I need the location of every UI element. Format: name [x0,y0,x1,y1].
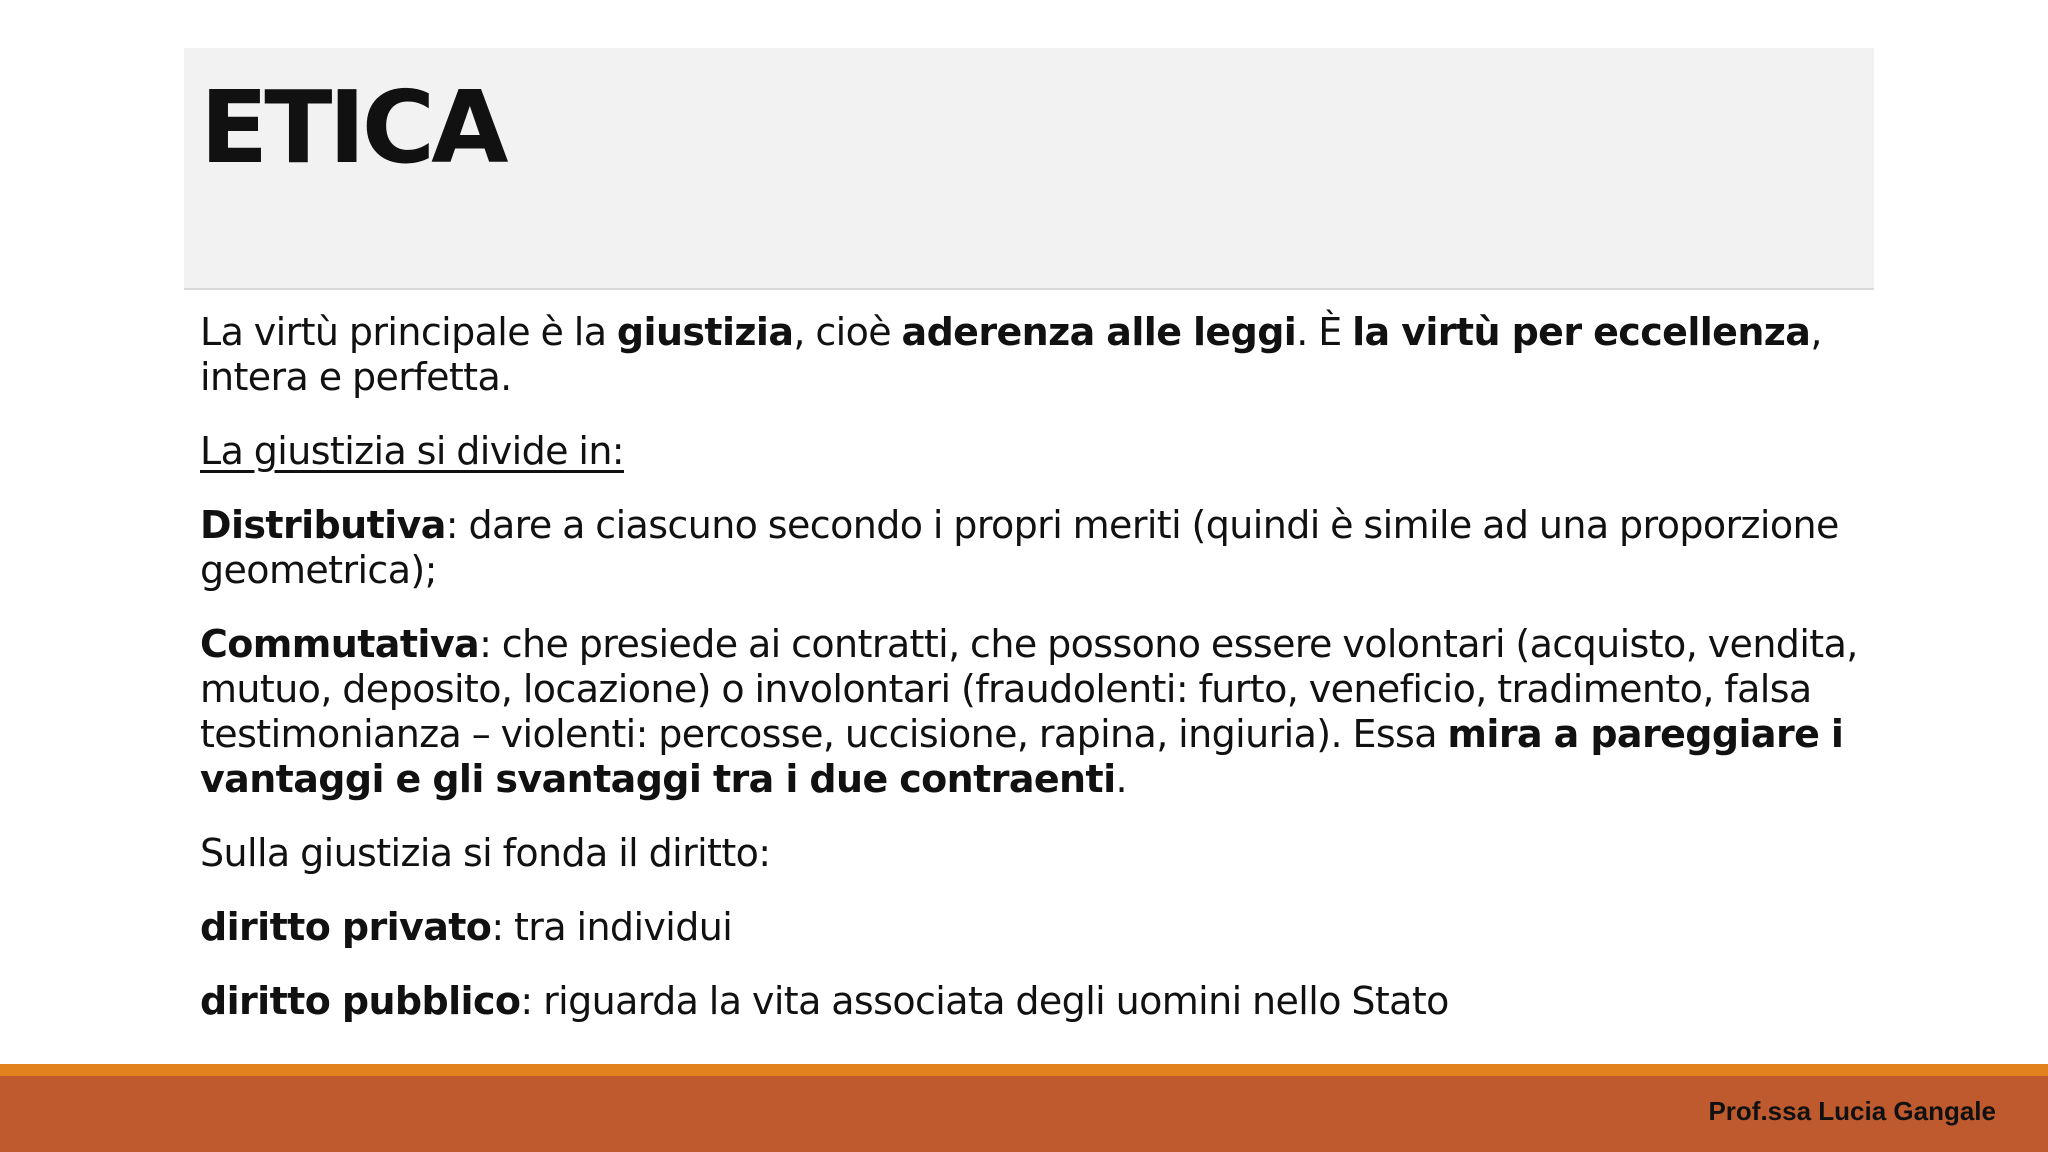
bold-run: Distributiva [200,503,446,547]
paragraph-diritto-pubblico [200,979,1880,1024]
footer-bar [0,1076,2048,1152]
text-run: , cioè [793,310,902,354]
bold-run: diritto privato [200,905,492,949]
underlined-heading: La giustizia si divide in: [200,429,625,473]
text-run: . [1115,757,1127,801]
text-run: : riguarda la vita associata degli uomini nello Stato [520,979,1449,1023]
bold-run: aderenza alle leggi [901,310,1297,354]
bold-run: la virtù per eccellenza [1352,310,1811,354]
paragraph-virtue [200,310,1880,400]
paragraph-diritto-privato [200,905,1880,950]
slide-content [200,310,1880,1053]
text-run: La virtù principale è la [200,310,617,354]
footer-stripe [0,1064,2048,1076]
paragraph-commutativa [200,622,1880,802]
text-run: : che presiede ai contratti, che possono essere volontari (acquisto, vendita, mutuo, deposito, locazione) o involontari (fraudolenti: furto, veneficio, tradimento, falsa testimonianza – violenti: percosse, uccisione, rapina, ingiuria). Essa [200,622,1858,756]
paragraph-division [200,429,1880,474]
text-run: , intera e perfetta. [200,310,1822,399]
slide-title: ETICA [200,69,505,186]
footer-author: Prof.ssa Lucia Gangale [1708,1096,1996,1126]
bold-run: diritto pubblico [200,979,521,1023]
text-run: . È [1296,310,1353,354]
text-run: Sulla giustizia si fonda il diritto: [200,831,771,875]
title-box [184,48,1874,290]
text-run: : dare a ciascuno secondo i propri meriti (quindi è simile ad una proporzione geometrica); [200,503,1839,592]
bold-run: Commutativa [200,622,480,666]
paragraph-distributiva [200,503,1880,593]
bold-run: mira a pareggiare i vantaggi e gli svantaggi tra i due contraenti [200,712,1844,801]
paragraph-diritto [200,831,1880,876]
bold-run: giustizia [616,310,794,354]
text-run: : tra individui [491,905,733,949]
